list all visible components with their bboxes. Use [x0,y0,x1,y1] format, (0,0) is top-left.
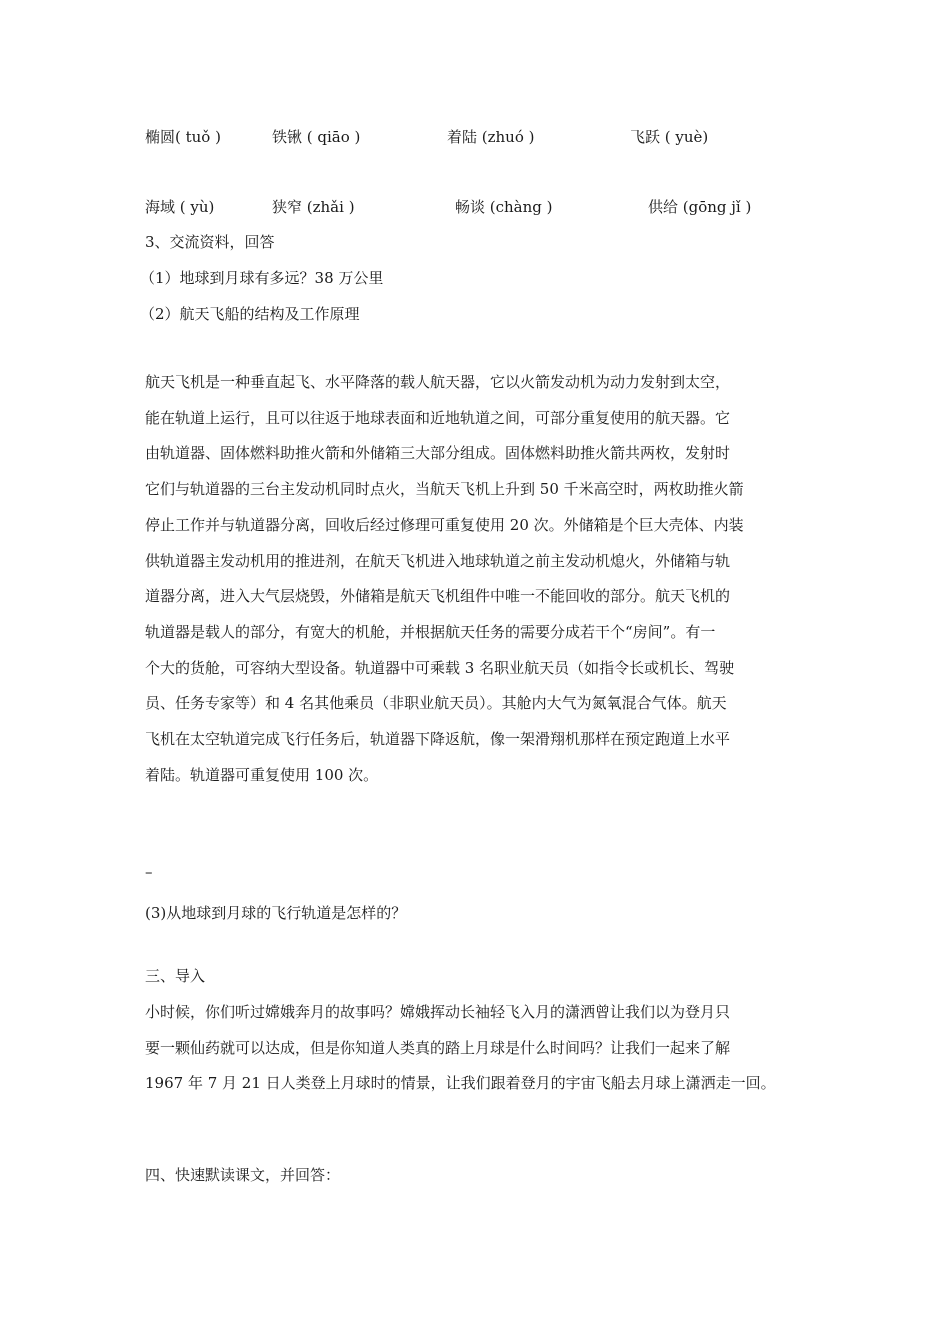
question-1: （1）地球到月球有多远？38 万公里 [140,269,384,287]
passage-line: 航天飞机是一种垂直起飞、水平降落的载人航天器，它以火箭发动机为动力发射到太空， [145,373,731,391]
intro-line: 要一颗仙药就可以达成，但是你知道人类真的踏上月球是什么时间吗？让我们一起来了解 [145,1038,731,1057]
vocab-item: 椭圆( tuǒ ) [145,128,221,146]
passage-line: 道器分离，进入大气层烧毁，外储箱是航天飞机组件中唯一不能回收的部分。航天飞机的 [145,587,731,606]
vocab-item: 着陆 (zhuó ) [447,128,535,146]
question-3: (3)从地球到月球的飞行轨道是怎样的？ [145,904,407,922]
passage-line: 个大的货舱，可容纳大型设备。轨道器中可乘载 3 名职业航天员（如指令长或机长、驾驶 [145,658,735,677]
passage-line: 飞机在太空轨道完成飞行任务后，轨道器下降返航，像一架滑翔机那样在预定跑道上水平 [145,730,731,749]
passage-line: 能在轨道上运行，且可以往返于地球表面和近地轨道之间，可部分重复使用的航天器。它 [145,408,731,427]
question-2: （2）航天飞船的结构及工作原理 [140,305,360,323]
vocab-item: 畅谈 (chàng ) [455,198,553,216]
section-heading: 3、交流资料，回答 [145,233,275,251]
section-heading: 四、快速默读课文，并回答： [145,1166,341,1184]
intro-line: 1967 年 7 月 21 日人类登上月球时的情景，让我们跟着登月的宇宙飞船去月球上潇洒走一回。 [145,1074,776,1093]
section-heading: 三、导入 [145,967,206,985]
vocab-item: 供给 (gōng jǐ ) [648,198,752,216]
intro-line: 小时候，你们听过嫦娥奔月的故事吗？嫦娥挥动长袖轻飞入月的潇洒曾让我们以为登月只 [145,1003,731,1021]
dash-mark: – [145,863,153,881]
passage-line: 员、任务专家等）和 4 名其他乘员（非职业航天员）。其舱内大气为氮氧混合气体。航天 [145,694,727,713]
vocab-item: 铁锹 ( qiāo ) [272,128,361,146]
passage-line: 由轨道器、固体燃料助推火箭和外储箱三大部分组成。固体燃料助推火箭共两枚，发射时 [145,444,731,463]
passage-line: 它们与轨道器的三台主发动机同时点火，当航天飞机上升到 50 千米高空时，两枚助推火箭 [145,480,744,499]
intro-paragraph [145,995,825,1102]
vocab-item: 飞跃 ( yuè) [630,128,709,146]
passage-line: 供轨道器主发动机用的推进剂，在航天飞机进入地球轨道之前主发动机熄火，外储箱与轨 [145,551,731,570]
vocab-item: 狭窄 (zhǎi ) [272,198,355,216]
passage-line: 轨道器是载人的部分，有宽大的机舱，并根据航天任务的需要分成若干个“房间”。有一 [145,622,716,641]
passage-line: 着陆。轨道器可重复使用 100 次。 [145,765,379,784]
passage [145,365,810,793]
passage-line: 停止工作并与轨道器分离，回收后经过修理可重复使用 20 次。外储箱是个巨大壳体、内装 [145,515,744,534]
vocab-item: 海域 ( yù) [145,198,215,216]
